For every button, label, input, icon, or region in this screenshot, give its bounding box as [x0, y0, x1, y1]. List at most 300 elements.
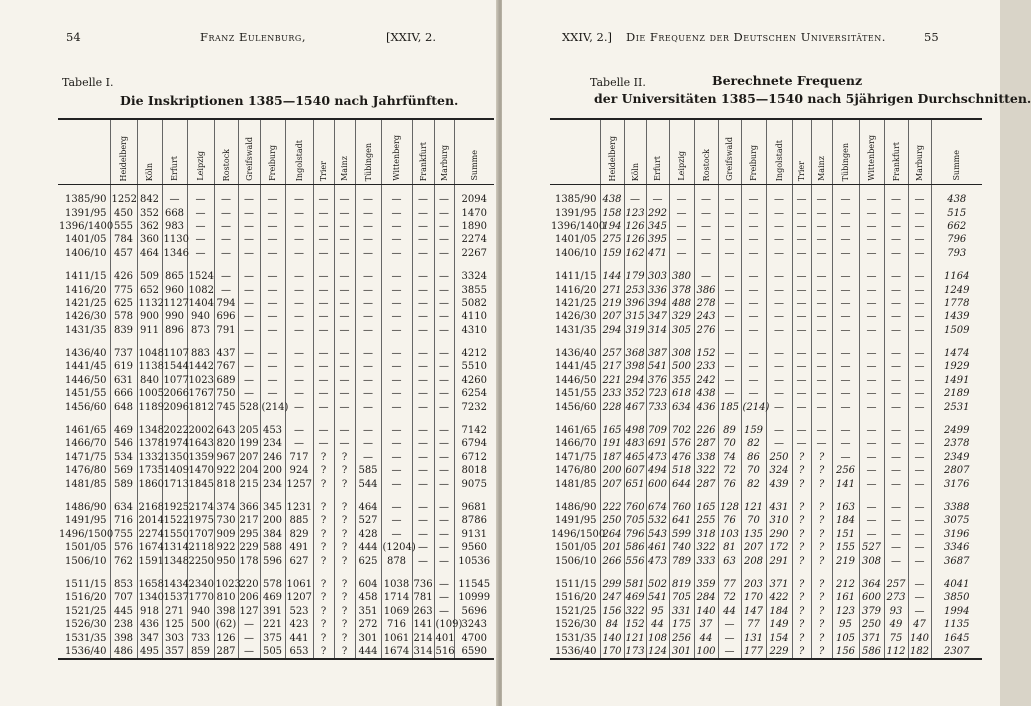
value-cell: —	[285, 437, 313, 450]
value-cell: ?	[811, 618, 832, 631]
value-cell: —	[381, 477, 412, 490]
period-cell: 1446/50	[64, 374, 107, 386]
table-row	[550, 283, 982, 296]
value-cell: 338	[694, 451, 718, 464]
value-cell: —	[741, 324, 766, 337]
value-cell: 49	[884, 618, 908, 631]
value-cell: 2022	[163, 425, 189, 437]
value-cell: —	[908, 310, 931, 323]
period-cell: 1431/35	[64, 324, 107, 336]
value-cell: 781	[413, 592, 433, 604]
value-cell: 1340	[138, 592, 164, 604]
value-cell: —	[694, 233, 718, 246]
value-cell: 123	[625, 207, 645, 219]
value-cell: 641	[669, 514, 694, 527]
value-cell: 651	[625, 478, 645, 490]
column-header-label: Frankfurt	[891, 141, 901, 181]
value-cell: 495	[137, 645, 162, 659]
value-cell: —	[884, 310, 908, 323]
value-cell: —	[412, 541, 434, 554]
value-cell: 156	[832, 645, 859, 659]
value-cell: —	[260, 270, 285, 283]
value-cell: 234	[260, 477, 285, 490]
period-cell: 1476/80	[64, 465, 107, 477]
column-header	[792, 119, 811, 185]
column-header-label: Rostock	[701, 148, 711, 181]
value-cell: 733	[647, 401, 668, 413]
value-cell: 436	[137, 618, 162, 631]
value-cell: —	[884, 501, 908, 514]
period-cell: 1406/10	[64, 247, 107, 259]
value-cell: 308	[669, 347, 694, 360]
value-cell: 154	[766, 631, 792, 644]
value-cell: 653	[285, 645, 313, 659]
value-cell: 820	[214, 437, 238, 450]
value-cell: 95	[832, 618, 859, 631]
value-cell: 476	[669, 451, 694, 464]
value-cell: —	[908, 591, 931, 604]
value-cell: 1643	[188, 438, 214, 450]
value-cell: 702	[669, 424, 694, 437]
value-cell: 1130	[163, 234, 189, 246]
table-row	[550, 437, 982, 450]
value-cell: —	[884, 233, 908, 246]
value-cell: —	[908, 501, 931, 514]
value-cell: —	[285, 400, 313, 413]
value-cell: —	[285, 297, 313, 310]
value-cell: —	[238, 324, 260, 337]
value-cell: ?	[334, 501, 355, 514]
value-cell: —	[334, 424, 355, 437]
table-row	[58, 324, 494, 337]
value-cell: —	[741, 387, 766, 400]
value-cell: —	[766, 347, 792, 360]
value-cell: 581	[625, 578, 645, 590]
value-cell: ?	[313, 645, 334, 659]
value-cell: —	[313, 206, 334, 219]
value-cell: 2168	[138, 502, 164, 513]
value-cell: 422	[766, 591, 792, 604]
value-cell: —	[884, 374, 908, 387]
value-cell: —	[884, 541, 908, 554]
value-cell: —	[313, 247, 334, 260]
column-header	[766, 119, 792, 185]
table-row	[550, 451, 982, 464]
value-cell: —	[908, 347, 931, 360]
value-cell: 518	[669, 464, 694, 477]
value-cell: 2002	[188, 425, 214, 437]
value-cell: 324	[766, 464, 792, 477]
value-cell: —	[260, 206, 285, 219]
value-cell: 201	[600, 541, 624, 554]
value-cell: —	[381, 220, 412, 233]
value-cell: 95	[646, 605, 669, 618]
value-cell: 691	[647, 438, 668, 450]
value-cell: —	[313, 437, 334, 450]
value-cell: —	[412, 310, 434, 323]
value-cell: —	[792, 185, 811, 207]
value-cell: —	[434, 528, 454, 541]
value-cell: 1207	[286, 592, 312, 604]
value-cell: —	[741, 233, 766, 246]
value-cell: ?	[313, 464, 334, 477]
value-cell: 386	[694, 283, 718, 296]
value-cell: —	[832, 310, 859, 323]
value-cell: —	[859, 347, 884, 360]
value-cell: 762	[110, 554, 137, 567]
column-header-label: Tübingen	[841, 142, 850, 181]
value-cell: 294	[600, 324, 624, 337]
value-cell: 398	[625, 361, 645, 373]
value-cell: 569	[110, 464, 137, 477]
value-cell: —	[718, 310, 741, 323]
value-cell: 214	[413, 632, 433, 644]
value-cell: 1812	[188, 401, 214, 413]
value-cell: 124	[646, 645, 669, 659]
table-title-line-1: Berechnete Frequenz	[712, 73, 863, 88]
value-cell: ?	[792, 618, 811, 631]
value-cell: 1378	[138, 438, 164, 450]
value-cell: 401	[435, 632, 455, 644]
value-cell: 885	[285, 514, 313, 527]
value-cell: 233	[600, 387, 624, 400]
table-row	[550, 618, 982, 631]
value-cell: —	[381, 437, 412, 450]
column-header	[110, 119, 137, 185]
value-cell: 1005	[138, 388, 164, 400]
value-cell: 505	[260, 645, 285, 659]
value-cell: —	[766, 233, 792, 246]
value-cell: 229	[239, 542, 259, 554]
value-cell: —	[832, 360, 859, 373]
column-header-label: Freiburg	[268, 145, 277, 181]
value-cell: —	[412, 464, 434, 477]
column-header-label: Köln	[145, 162, 154, 181]
value-cell: 272	[355, 618, 381, 631]
sum-cell: 1929	[931, 360, 982, 373]
group-spacer	[58, 260, 494, 270]
sum-cell: 9560	[454, 541, 494, 554]
period-cell: 1471/75	[554, 451, 597, 463]
value-cell: ?	[792, 591, 811, 604]
value-cell: 155	[832, 541, 859, 554]
value-cell: 1257	[286, 478, 312, 490]
sum-cell: 1439	[931, 310, 982, 323]
period-cell: 1506/10	[554, 555, 597, 567]
value-cell: —	[334, 233, 355, 246]
value-cell: 217	[600, 360, 624, 373]
value-cell: ?	[334, 645, 355, 659]
value-cell: 689	[214, 374, 238, 387]
value-cell: 473	[647, 451, 668, 463]
value-cell: 376	[647, 374, 668, 386]
value-cell: 990	[162, 310, 187, 323]
value-cell: 152	[694, 347, 718, 360]
value-cell: —	[313, 297, 334, 310]
value-cell: 839	[110, 324, 137, 337]
value-cell: 375	[260, 631, 285, 644]
value-cell: —	[884, 477, 908, 490]
value-cell: —	[412, 220, 434, 233]
column-header-label: Ingolstadt	[294, 139, 304, 181]
value-cell: 488	[669, 297, 694, 310]
value-cell: —	[355, 347, 381, 360]
value-cell: 730	[214, 514, 238, 527]
value-cell: 141	[413, 619, 433, 631]
value-cell: —	[412, 554, 434, 567]
value-cell: —	[238, 360, 260, 373]
value-cell: —	[260, 360, 285, 373]
value-cell: 290	[766, 528, 792, 541]
period-header	[550, 119, 600, 185]
value-cell: 336	[647, 284, 668, 296]
value-cell: —	[355, 206, 381, 219]
value-cell: 1107	[163, 348, 189, 360]
column-header	[811, 119, 832, 185]
table-row	[58, 645, 494, 659]
value-cell: —	[766, 387, 792, 400]
value-cell: —	[832, 233, 859, 246]
period-cell: 1451/55	[554, 388, 597, 400]
value-cell: 379	[859, 605, 884, 618]
value-cell: —	[260, 283, 285, 296]
value-cell: 444	[355, 541, 381, 554]
value-cell: 576	[110, 541, 137, 554]
value-cell: —	[412, 233, 434, 246]
value-cell: 1767	[188, 388, 214, 400]
value-cell: —	[355, 324, 381, 337]
value-cell: ?	[334, 541, 355, 554]
value-cell: ?	[313, 554, 334, 567]
value-cell: 1714	[381, 591, 412, 604]
value-cell: —	[434, 270, 454, 283]
period-cell: 1436/40	[64, 348, 107, 360]
period-cell: 1416/20	[554, 284, 597, 296]
value-cell: 516	[434, 645, 454, 659]
value-cell: 322	[694, 464, 718, 477]
value-cell: 215	[239, 478, 259, 490]
value-cell: 126	[625, 234, 645, 246]
value-cell: 555	[110, 220, 137, 233]
value-cell: 278	[694, 297, 718, 310]
value-cell: 255	[694, 514, 718, 527]
period-cell: 1456/60	[64, 401, 107, 413]
value-cell: —	[412, 360, 434, 373]
value-cell: 207	[741, 541, 766, 554]
sum-cell: 2499	[931, 424, 982, 437]
value-cell: 206	[239, 592, 259, 604]
value-cell: 305	[669, 324, 694, 337]
value-cell: —	[718, 233, 741, 246]
value-cell: ?	[792, 631, 811, 644]
value-cell: 70	[741, 514, 766, 527]
value-cell: —	[285, 247, 313, 260]
table-row	[58, 541, 494, 554]
value-cell: —	[792, 233, 811, 246]
value-cell: 1974	[163, 438, 189, 450]
value-cell: 2174	[188, 502, 214, 513]
sum-cell: 4700	[454, 631, 494, 644]
value-cell: —	[412, 400, 434, 413]
value-cell: 643	[214, 424, 238, 437]
value-cell: 625	[355, 554, 381, 567]
table-row	[58, 501, 494, 514]
value-cell: 352	[625, 388, 645, 400]
value-cell: —	[162, 185, 187, 207]
value-cell: 257	[884, 578, 908, 591]
value-cell: ?	[811, 645, 832, 659]
value-cell: —	[859, 451, 884, 464]
value-cell: —	[792, 220, 811, 233]
value-cell: 178	[239, 555, 259, 567]
table-row	[58, 437, 494, 450]
value-cell: 794	[214, 297, 238, 310]
value-cell: 75	[884, 631, 908, 644]
value-cell: 345	[647, 220, 668, 232]
value-cell: 362	[137, 220, 162, 233]
value-cell: 366	[239, 502, 259, 513]
column-header-label: Tübingen	[363, 142, 373, 181]
column-header-label: Trier	[797, 160, 806, 181]
table-row	[550, 605, 982, 618]
value-cell: 853	[110, 578, 137, 591]
column-header	[669, 119, 694, 185]
value-cell: —	[859, 528, 884, 541]
value-cell: 360	[137, 233, 162, 246]
value-cell: —	[381, 451, 412, 464]
value-cell: 1550	[163, 528, 189, 540]
value-cell: (214)	[261, 401, 289, 413]
value-cell: 2096	[163, 401, 189, 413]
value-cell: 1537	[163, 592, 189, 604]
table-row	[550, 387, 982, 400]
value-cell: 72	[718, 591, 741, 604]
value-cell: —	[718, 374, 741, 387]
value-cell: 578	[260, 578, 285, 591]
column-header-label: Marburg	[439, 144, 449, 181]
period-cell: 1481/85	[64, 478, 107, 490]
group-spacer	[550, 491, 982, 501]
value-cell: 229	[766, 645, 792, 659]
value-cell: 351	[355, 605, 381, 618]
value-cell: ?	[792, 451, 811, 464]
value-cell: 500	[669, 360, 694, 373]
value-cell: —	[832, 206, 859, 219]
value-cell: —	[285, 310, 313, 323]
value-cell: —	[334, 360, 355, 373]
value-cell: —	[669, 247, 694, 260]
value-cell: —	[285, 220, 313, 233]
value-cell: —	[381, 514, 412, 527]
period-cell: 1531/35	[554, 632, 597, 644]
value-cell: —	[908, 387, 931, 400]
value-cell: 86	[741, 451, 766, 464]
sum-cell: 2531	[931, 400, 982, 413]
table-row	[58, 477, 494, 490]
value-cell: —	[355, 185, 381, 207]
value-cell: —	[260, 324, 285, 337]
value-cell: —	[355, 360, 381, 373]
table-row	[550, 247, 982, 260]
value-cell: 352	[137, 206, 162, 219]
value-cell: —	[434, 220, 454, 233]
value-cell: 207	[239, 451, 259, 463]
column-header	[162, 119, 187, 185]
value-cell: —	[908, 270, 931, 283]
value-cell: —	[285, 324, 313, 337]
value-cell: (1204)	[382, 542, 416, 554]
value-cell: —	[412, 514, 434, 527]
value-cell: 165	[600, 424, 624, 437]
column-header	[694, 119, 718, 185]
value-cell: 194	[600, 220, 624, 233]
value-cell: 308	[859, 554, 884, 567]
value-cell: 89	[718, 424, 741, 437]
value-cell: —	[285, 360, 313, 373]
value-cell: 1077	[163, 374, 189, 386]
value-cell: 2274	[138, 528, 164, 540]
value-cell: 878	[381, 554, 412, 567]
sum-cell: 5082	[454, 297, 494, 310]
value-cell: 940	[187, 310, 214, 323]
value-cell: 755	[110, 528, 137, 541]
value-cell: 217	[239, 515, 259, 527]
value-cell: 600	[859, 591, 884, 604]
sum-cell: 1778	[931, 297, 982, 310]
column-header	[434, 119, 454, 185]
period-cell: 1436/40	[554, 348, 597, 360]
value-cell: 221	[600, 374, 624, 387]
value-cell: —	[238, 206, 260, 219]
value-cell: 1674	[138, 542, 164, 554]
value-cell: —	[355, 297, 381, 310]
value-cell: 596	[260, 554, 285, 567]
value-cell: 865	[162, 270, 187, 283]
value-cell: 1346	[163, 247, 189, 259]
value-cell: 541	[647, 361, 668, 373]
value-cell: 345	[260, 501, 285, 514]
value-cell: —	[412, 270, 434, 283]
value-cell: —	[214, 233, 238, 246]
column-header	[285, 119, 313, 185]
value-cell: 301	[669, 645, 694, 659]
value-cell: 391	[260, 605, 285, 618]
value-cell: 347	[647, 311, 668, 323]
value-cell: 226	[694, 424, 718, 437]
group-spacer	[58, 337, 494, 347]
value-cell: 125	[162, 618, 187, 631]
value-cell: 909	[214, 528, 238, 541]
value-cell: —	[434, 605, 454, 618]
period-cell: 1476/80	[554, 465, 597, 477]
value-cell: —	[434, 297, 454, 310]
value-cell: 1023	[188, 374, 214, 386]
value-cell: 84	[600, 618, 624, 631]
value-cell: 1409	[163, 465, 189, 477]
value-cell: 212	[832, 578, 859, 591]
value-cell: —	[355, 270, 381, 283]
value-cell: ?	[811, 477, 832, 490]
column-header	[741, 119, 766, 185]
value-cell: 378	[669, 283, 694, 296]
value-cell: —	[859, 283, 884, 296]
value-cell: 586	[859, 645, 884, 659]
value-cell: —	[884, 387, 908, 400]
value-cell: —	[792, 400, 811, 413]
value-cell: —	[412, 437, 434, 450]
value-cell: 112	[884, 645, 908, 659]
value-cell: —	[187, 247, 214, 260]
